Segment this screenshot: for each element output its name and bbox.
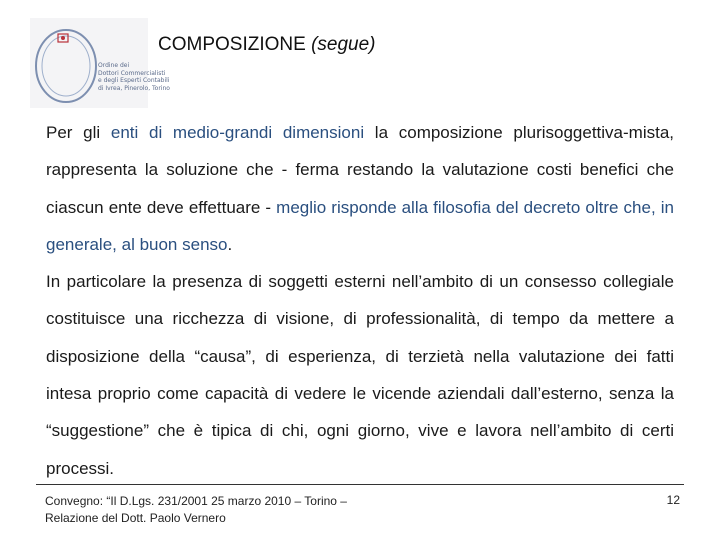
slide-body <box>46 114 674 487</box>
logo-line: Dottori Commercialisti <box>98 69 166 77</box>
footer-line: Relazione del Dott. Paolo Vernero <box>45 511 226 525</box>
logo-line: di Ivrea, Pinerolo, Torino <box>98 84 170 92</box>
paragraph-1 <box>46 114 674 263</box>
title-main: COMPOSIZIONE <box>158 34 306 55</box>
page-number: 12 <box>666 493 680 507</box>
paragraph-1-highlight: meglio risponde alla filosofia del decreto <box>276 197 581 217</box>
footer-caption <box>45 493 425 527</box>
slide-title <box>158 34 376 56</box>
paragraph-1-text: . <box>227 234 233 254</box>
paragraph-1-highlight: enti di medio-grandi dimensioni <box>110 123 365 142</box>
title-subtitle: (segue) <box>311 34 376 55</box>
paragraph-1-text: la composizione plurisoggettiva-mista, rappresenta la soluzione che - ferma restando la valutazione costi benefici che ciascun ente deve effettuare - <box>46 123 675 217</box>
logo-line: Ordine dei <box>98 62 130 69</box>
footer-divider <box>36 484 684 485</box>
paragraph-1-highlight: oltre che, in generale, al buon senso <box>46 197 674 254</box>
logo-line: e degli Esperti Contabili <box>98 77 170 84</box>
footer-line: Convegno: “Il D.Lgs. 231/2001 25 marzo 2010 – Torino – <box>45 494 347 508</box>
paragraph-1-text: Per gli <box>46 123 111 142</box>
paragraph-2: In particolare la presenza di soggetti esterni nell’ambito di un consesso collegiale costituisce una ricchezza di visione, di professionalità, di tempo da mettere a disposizione della “causa”, di esperienza, di terzietà nella valutazione dei fatti intesa proprio come capacità di vedere le vicende aziendali dall’esterno, senza la “suggestione” che è tipica di chi, ogni giorno, vive e lavora nell’ambito di certi processi. <box>46 272 674 478</box>
logo <box>30 18 170 108</box>
logo-text <box>98 62 178 92</box>
